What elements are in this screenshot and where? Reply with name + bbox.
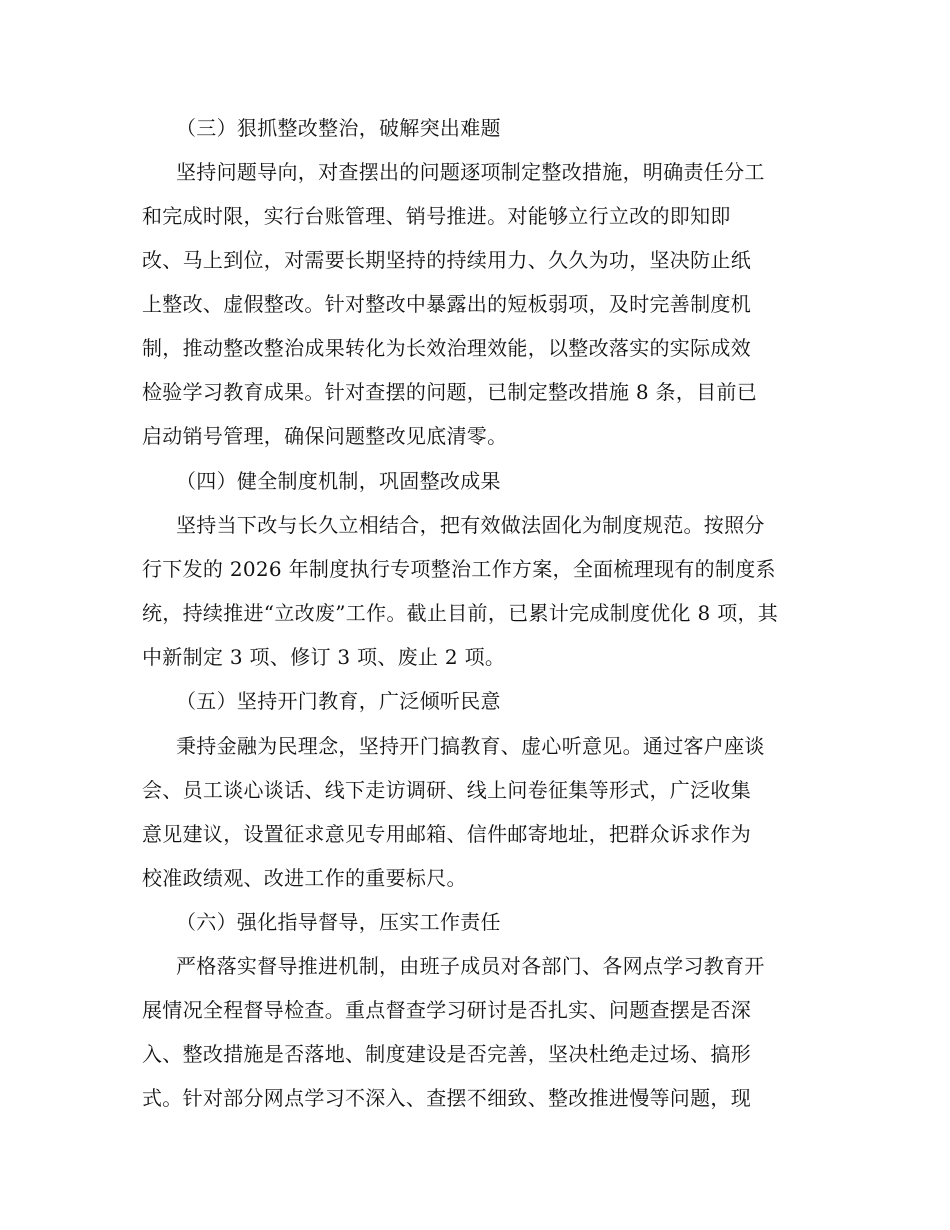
section-heading-3: （三）狠抓整改整治，破解突出难题 — [176, 116, 501, 140]
paragraph-line: 式。针对部分网点学习不深入、查摆不细致、整改推进慢等问题，现 — [142, 1086, 751, 1110]
paragraph-line: 制，推动整改整治成果转化为长效治理效能，以整改落实的实际成效 — [142, 336, 751, 360]
paragraph-line: 启动销号管理，确保问题整改见底清零。 — [142, 424, 508, 448]
paragraph-line: 会、员工谈心谈话、线下走访调研、线上问卷征集等形式，广泛收集 — [142, 778, 751, 802]
paragraph-line: 检验学习教育成果。针对查摆的问题，已制定整改措施 8 条，目前已 — [142, 380, 758, 404]
paragraph-line: 严格落实督导推进机制，由班子成员对各部门、各网点学习教育开 — [176, 954, 765, 978]
section-heading-4: （四）健全制度机制，巩固整改成果 — [176, 469, 501, 493]
paragraph-line: 展情况全程督导检查。重点督查学习研讨是否扎实、问题查摆是否深 — [142, 998, 751, 1022]
section-heading-5: （五）坚持开门教育，广泛倾听民意 — [176, 689, 501, 713]
paragraph-line: 意见建议，设置征求意见专用邮箱、信件邮寄地址，把群众诉求作为 — [142, 822, 751, 846]
paragraph-line: 中新制定 3 项、修订 3 项、废止 2 项。 — [142, 645, 506, 669]
paragraph-line: 坚持问题导向，对查摆出的问题逐项制定整改措施，明确责任分工 — [176, 160, 765, 184]
paragraph-line: 和完成时限，实行台账管理、销号推进。对能够立行立改的即知即 — [142, 204, 731, 228]
paragraph-line: 秉持金融为民理念，坚持开门搞教育、虚心听意见。通过客户座谈 — [176, 734, 765, 758]
paragraph-line: 入、整改措施是否落地、制度建设是否完善，坚决杜绝走过场、搞形 — [142, 1042, 751, 1066]
section-heading-6: （六）强化指导督导，压实工作责任 — [176, 910, 501, 934]
paragraph-line: 行下发的 2026 年制度执行专项整治工作方案，全面梳理现有的制度系 — [142, 557, 776, 581]
paragraph-line: 改、马上到位，对需要长期坚持的持续用力、久久为功，坚决防止纸 — [142, 248, 751, 272]
paragraph-line: 上整改、虚假整改。针对整改中暴露出的短板弱项，及时完善制度机 — [142, 292, 751, 316]
paragraph-line: 校准政绩观、改进工作的重要标尺。 — [142, 866, 467, 890]
paragraph-line: 统，持续推进“立改废”工作。截止目前，已累计完成制度优化 8 项，其 — [142, 601, 779, 625]
paragraph-line: 坚持当下改与长久立相结合，把有效做法固化为制度规范。按照分 — [176, 513, 765, 537]
